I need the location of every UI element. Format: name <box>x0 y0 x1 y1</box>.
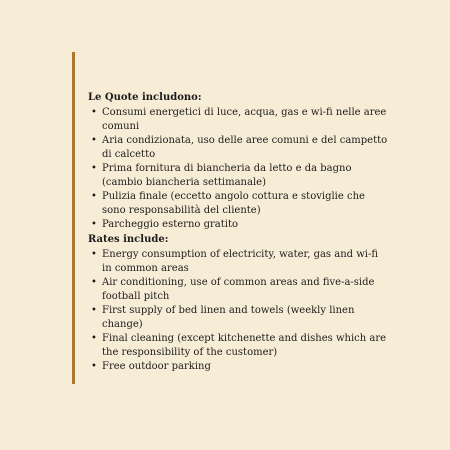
list-item: • Pulizia finale (eccetto angolo cottura e stoviglie che sono responsabilità del cliente) <box>88 190 388 218</box>
english-heading: Rates include: <box>88 234 169 245</box>
accent-bar <box>72 52 75 384</box>
rates-content <box>88 91 388 375</box>
italian-heading: Le Quote includono: <box>88 92 202 103</box>
list-item: • Final cleaning (except kitchenette and dishes which are the responsibility of the customer) <box>88 332 388 360</box>
list-item: • Free outdoor parking <box>88 360 388 374</box>
list-item: • Prima fornitura di biancheria da letto e da bagno (cambio biancheria settimanale) <box>88 162 388 190</box>
list-item: • Parcheggio esterno gratito <box>88 218 388 232</box>
english-list <box>88 248 388 374</box>
list-item: • First supply of bed linen and towels (weekly linen change) <box>88 304 388 332</box>
list-item: • Consumi energetici di luce, acqua, gas e wi-fi nelle aree comuni <box>88 106 388 134</box>
list-item: • Energy consumption of electricity, water, gas and wi-fi in common areas <box>88 248 388 276</box>
list-item: • Air conditioning, use of common areas and five-a-side football pitch <box>88 276 388 304</box>
list-item: • Aria condizionata, uso delle aree comuni e del campetto di calcetto <box>88 134 388 162</box>
italian-list <box>88 106 388 232</box>
